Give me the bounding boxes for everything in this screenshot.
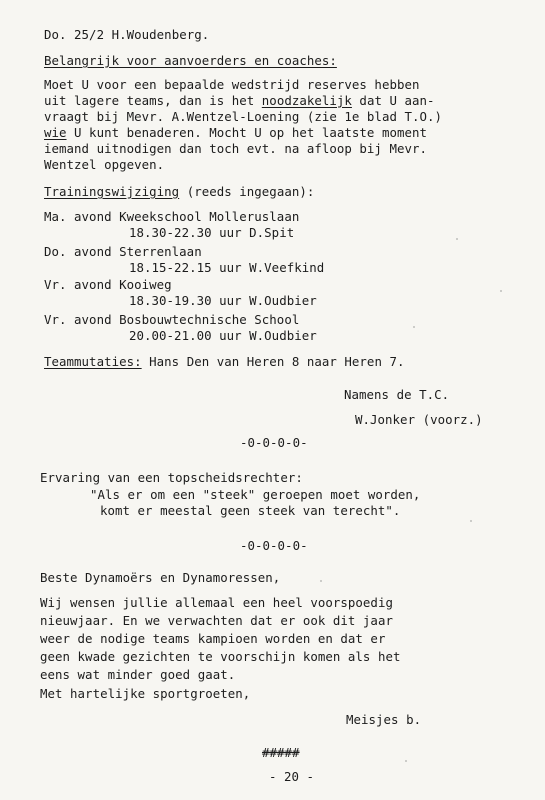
reserves-emphasis: noodzakelijk [261,93,352,108]
teammutaties-line [44,354,404,370]
reserves-line-5: iemand uitnodigen dan toch evt. na afloop bij Mevr. [44,141,427,156]
training-heading: Trainingswijziging [44,184,180,199]
newyear-line: weer de nodige teams kampioen worden en dat er [40,631,386,646]
footer-mark: ##### [262,745,300,760]
reserves-line-4-rest: U kunt benaderen. Mocht U op het laatste moment [66,125,428,140]
newyear-closing: Met hartelijke sportgroeten, [40,686,251,701]
training-row-time: 18.30-19.30 uur W.Oudbier [129,293,317,308]
training-heading-note: (reeds ingegaan): [179,184,315,199]
scan-speck [456,238,458,240]
separator: -0-0-0-0- [240,538,308,553]
newyear-line: geen kwade gezichten te voorschijn komen als het [40,649,401,664]
newyear-line: Wij wensen jullie allemaal een heel voorspoedig [40,595,393,610]
reserves-line-2-tail: dat U aan- [351,93,435,108]
training-row-time: 18.30-22.30 uur D.Spit [129,225,295,240]
newyear-line: nieuwjaar. En we verwachten dat er ook dit jaar [40,613,393,628]
reserves-line-6: Wentzel opgeven. [44,157,165,172]
reserves-wie: wie [44,125,67,140]
training-heading-line [44,184,314,200]
training-row-day: Vr. avond Kooiweg [44,277,172,292]
reserves-line-4 [44,125,427,141]
referee-heading: Ervaring van een topscheidsrechter: [40,470,303,485]
reserves-heading: Belangrijk voor aanvoerders en coaches: [44,53,337,68]
signature-tc-line2: W.Jonker (voorz.) [355,412,483,427]
reserves-line-1: Moet U voor een bepaalde wedstrijd reserves hebben [44,77,420,92]
newyear-line: eens wat minder goed gaat. [40,667,236,682]
reserves-line-2-start: uit lagere teams, dan is het [44,93,262,108]
scan-speck [500,290,502,292]
referee-quote-line1: "Als er om een "steek" geroepen moet worden, [90,487,421,502]
newyear-salutation: Beste Dynamoërs en Dynamoressen, [40,570,281,585]
teammutaties-text: Hans Den van Heren 8 naar Heren 7. [141,354,405,369]
scan-speck [413,326,415,328]
separator: -0-0-0-0- [240,435,308,450]
referee-quote-line2: komt er meestal geen steek van terecht". [100,503,401,518]
newyear-signature: Meisjes b. [346,712,422,727]
header-line [44,27,209,43]
reserves-line-3: vraagt bij Mevr. A.Wentzel-Loening (zie 1e blad T.O.) [44,109,443,124]
header-location: H.Woudenberg. [111,27,210,42]
teammutaties-label: Teammutaties: [44,354,142,369]
reserves-line-2 [44,93,435,109]
training-row-day: Do. avond Sterrenlaan [44,244,202,259]
signature-tc-line1: Namens de T.C. [344,387,450,402]
scan-speck [320,580,322,582]
training-row-time: 18.15-22.15 uur W.Veefkind [129,260,325,275]
training-row-day: Vr. avond Bosbouwtechnische School [44,312,300,327]
training-row-time: 20.00-21.00 uur W.Oudbier [129,328,317,343]
header-date: Do. 25/2 [44,27,105,42]
page-number: - 20 - [269,769,315,784]
scan-speck [405,760,407,762]
scan-speck [470,520,472,522]
training-row-day: Ma. avond Kweekschool Molleruslaan [44,209,300,224]
